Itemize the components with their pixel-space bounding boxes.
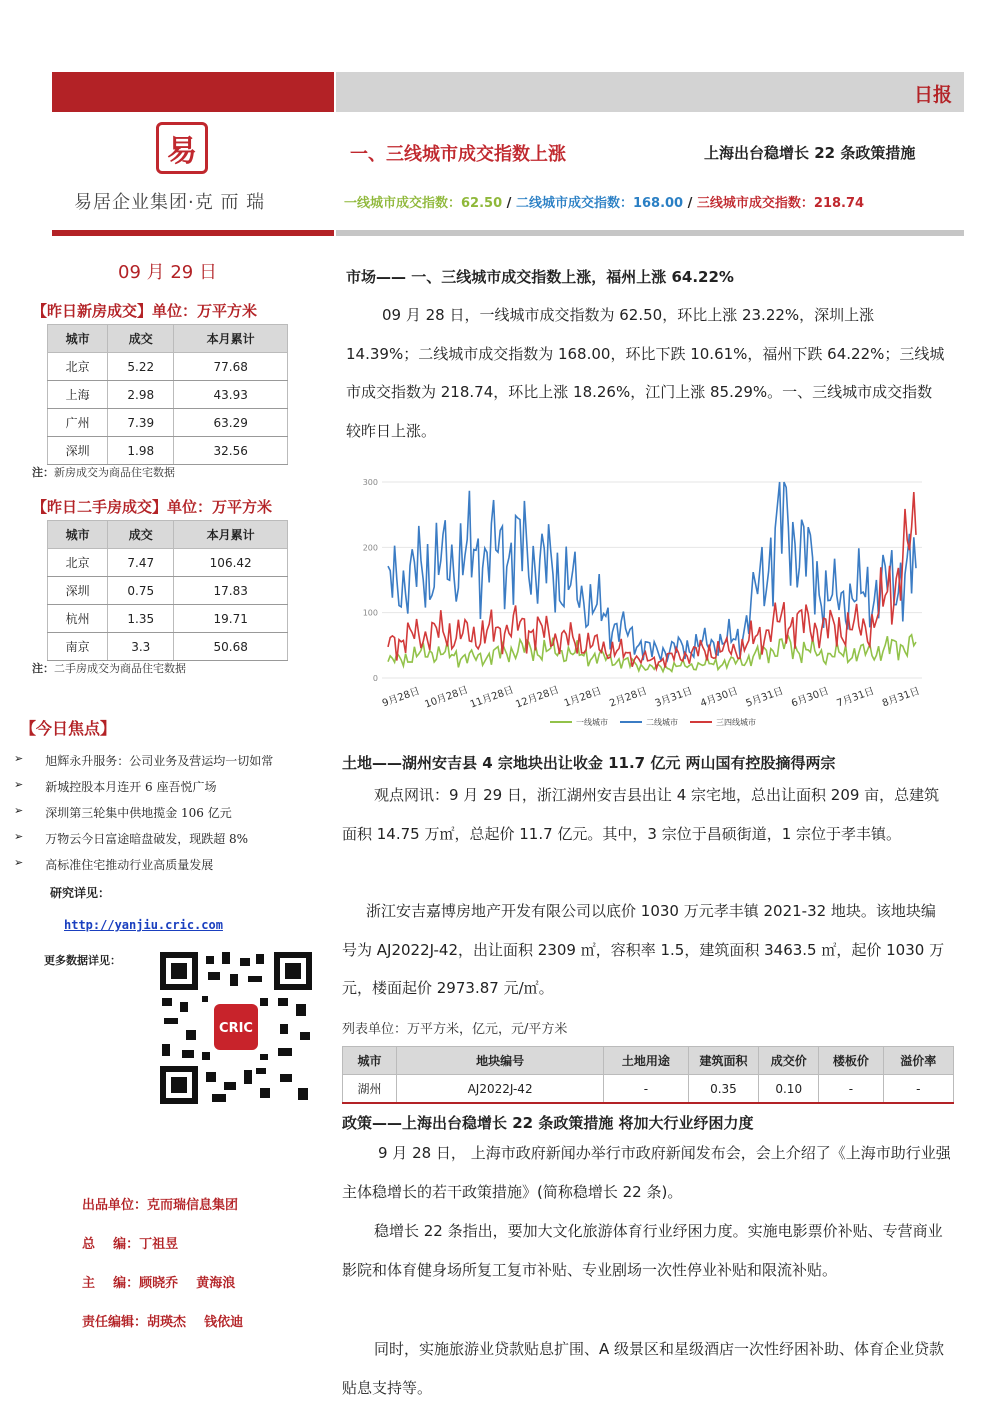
main-divider — [336, 230, 964, 236]
first-tier-index: 一线城市成交指数：62.50 — [344, 196, 503, 211]
x-tick-label: 2月28日 — [608, 685, 649, 710]
x-tick-label: 6月30日 — [789, 685, 831, 710]
index-sep: / — [506, 196, 512, 211]
second-house-title: 【昨日二手房成交】单位：万平方米 — [32, 498, 273, 516]
policy-heading: 政策——上海出台稳增长 22 条政策措施 将加大行业纾困力度 — [342, 1114, 754, 1132]
market-paragraph: 09 月 28 日，一线城市成交指数为 62.50，环比上涨 23.22%，深圳上涨 14.39%；二线城市成交指数为 168.00，环比下跌 10.61%，福州下跌 64.22%；三线城市成交指数为 218.74，环比上涨 18.26%，江门上涨 85.29%。一、三线城市成交指数较昨日上涨。 — [346, 306, 945, 440]
series-line — [388, 492, 916, 669]
index-line — [344, 192, 864, 211]
y-tick-label: 200 — [362, 543, 378, 553]
table-row: 深圳 1.98 32.56 — [48, 437, 288, 465]
list-item[interactable]: ➢ 高标准住宅推动行业高质量发展 — [14, 856, 332, 882]
policy-paragraph-1: 9 月 28 日， 上海市政府新闻办举行市政府新闻发布会，会上介绍了《上海市助行业强主体稳增长的若干政策措施》(简称稳增长 22 条)。 — [342, 1144, 951, 1201]
land-paragraph-1: 观点网讯：9 月 29 日，浙江湖州安吉县出让 4 宗宅地，总出让面积 209 亩，总建筑面积 14.75 万㎡，总起价 11.7 亿元。其中，3 宗位于昌硕街道，1 宗位于孝丰镇。 — [342, 786, 940, 843]
land-table: 城市 地块编号 土地用途 建筑面积 成交价 楼板价 溢价率 湖州 AJ2022J-42 - 0.35 0.10 - - — [342, 1046, 954, 1104]
more-data-label: 更多数据详见： — [44, 954, 121, 967]
col-header: 本月累计 — [174, 521, 288, 549]
x-tick-label: 8月31日 — [880, 685, 922, 710]
credit-row: 责任编辑：胡瑛杰 钱依迪 — [82, 1315, 244, 1330]
policy-paragraph-2: 稳增长 22 条指出，要加大文化旅游体育行业纾困力度。实施电影票价补贴、专营商业影院和体育健身场所复工复市补贴、专业剧场一次性停业补贴和限流补贴。 — [342, 1222, 943, 1279]
brand-text: 易居企业集团·克 而 瑞 — [74, 192, 266, 213]
legend-label: 一线城市 — [576, 718, 608, 727]
x-tick-label: 9月28日 — [380, 685, 422, 710]
list-item[interactable]: ➢ 万物云今日富途暗盘破发，现跌超 8% — [14, 830, 332, 856]
credit-row: 主 编：顾晓乔 黄海浪 — [82, 1276, 236, 1291]
sub-title: 上海出台稳增长 22 条政策措施 — [704, 144, 916, 162]
cric-logo-icon: 易 — [156, 122, 208, 174]
arrow-bullet-icon: ➢ — [14, 778, 24, 791]
col-header: 成交 — [108, 521, 174, 549]
col-header: 城市 — [48, 325, 108, 353]
arrow-bullet-icon: ➢ — [14, 804, 24, 817]
new-house-note: 注：新房成交为商品住宅数据 — [32, 466, 175, 479]
research-link[interactable]: http://yanjiu.cric.com — [64, 918, 223, 932]
y-tick-label: 100 — [362, 608, 378, 618]
focus-title: 【今日焦点】 — [20, 719, 117, 738]
main-title: 一、三线城市成交指数上涨 — [350, 144, 566, 165]
x-tick-label: 5月31日 — [744, 685, 786, 710]
table-row: 北京 5.22 77.68 — [48, 353, 288, 381]
qr-code[interactable] — [160, 952, 312, 1104]
header-gray-bar — [336, 72, 964, 112]
credit-row: 总 编：丁祖昱 — [82, 1237, 179, 1252]
table-row: 深圳 0.75 17.83 — [48, 577, 288, 605]
second-tier-index: 二线城市成交指数：168.00 — [515, 196, 684, 211]
index-line-chart — [340, 470, 936, 732]
x-tick-label: 7月31日 — [835, 685, 876, 710]
third-tier-index: 三线城市成交指数：218.74 — [696, 196, 865, 211]
table-row: 湖州 AJ2022J-42 - 0.35 0.10 - - — [343, 1075, 954, 1104]
second-house-table — [47, 520, 288, 661]
y-tick-label: 0 — [372, 674, 378, 683]
x-tick-label: 11月28日 — [468, 684, 516, 711]
unit-note: 列表单位：万平方米，亿元，元/平方米 — [342, 1022, 568, 1037]
table-row: 上海 2.98 43.93 — [48, 381, 288, 409]
col-header: 成交 — [108, 325, 174, 353]
focus-list — [14, 752, 332, 882]
header-red-bar — [52, 72, 334, 112]
legend-label: 三四线城市 — [716, 718, 756, 727]
land-heading: 土地——湖州安吉县 4 宗地块出让收金 11.7 亿元 两山国有控股摘得两宗 — [342, 754, 836, 772]
x-tick-label: 12月28日 — [514, 684, 561, 711]
list-item[interactable]: ➢ 旭辉永升服务：公司业务及营运均一切如常 — [14, 752, 332, 778]
new-house-title: 【昨日新房成交】单位：万平方米 — [32, 302, 258, 320]
x-tick-label: 4月30日 — [699, 685, 740, 710]
credit-row: 出品单位：克而瑞信息集团 — [82, 1198, 239, 1213]
table-row: 北京 7.47 106.42 — [48, 549, 288, 577]
report-date: 09 月 29 日 — [118, 262, 217, 283]
x-tick-label: 3月31日 — [653, 685, 695, 710]
legend-label: 二线城市 — [646, 718, 678, 727]
table-row: 杭州 1.35 19.71 — [48, 605, 288, 633]
x-tick-label: 1月28日 — [562, 685, 604, 710]
index-sep: / — [687, 196, 693, 211]
list-item[interactable]: ➢ 新城控股本月连开 6 座吾悦广场 — [14, 778, 332, 804]
qr-badge-text: CRIC — [219, 1021, 253, 1036]
table-row: 广州 7.39 63.29 — [48, 409, 288, 437]
col-header: 城市 — [48, 521, 108, 549]
arrow-bullet-icon: ➢ — [14, 856, 24, 869]
new-house-table — [47, 324, 288, 465]
policy-paragraph-3: 同时，实施旅游业贷款贴息扩围、A 级景区和星级酒店一次性纾困补助、体育企业贷款贴息支持等。 — [342, 1340, 945, 1397]
credits — [82, 1194, 332, 1350]
daily-label: 日报 — [913, 84, 952, 106]
second-house-note: 注：二手房成交为商品住宅数据 — [32, 662, 186, 675]
table-row: 南京 3.3 50.68 — [48, 633, 288, 661]
list-item[interactable]: ➢ 深圳第三轮集中供地揽金 106 亿元 — [14, 804, 332, 830]
land-paragraph-2: 浙江安吉嘉博房地产开发有限公司以底价 1030 万元孝丰镇 2021-32 地块。该地块编号为 AJ2022J-42，出让面积 2309 ㎡，容积率 1.5，建筑面积 3463.5 ㎡，起价 1030 万元，楼面起价 2973.87 元/㎡。 — [342, 902, 945, 997]
y-tick-label: 300 — [362, 478, 378, 487]
series-line — [388, 482, 916, 660]
col-header: 本月累计 — [174, 325, 288, 353]
research-label: 研究详见： — [50, 886, 111, 900]
market-heading: 市场—— 一、三线城市成交指数上涨，福州上涨 64.22% — [346, 268, 734, 286]
sidebar-divider — [52, 230, 334, 236]
x-tick-label: 10月28日 — [423, 684, 470, 711]
arrow-bullet-icon: ➢ — [14, 752, 24, 765]
arrow-bullet-icon: ➢ — [14, 830, 24, 843]
